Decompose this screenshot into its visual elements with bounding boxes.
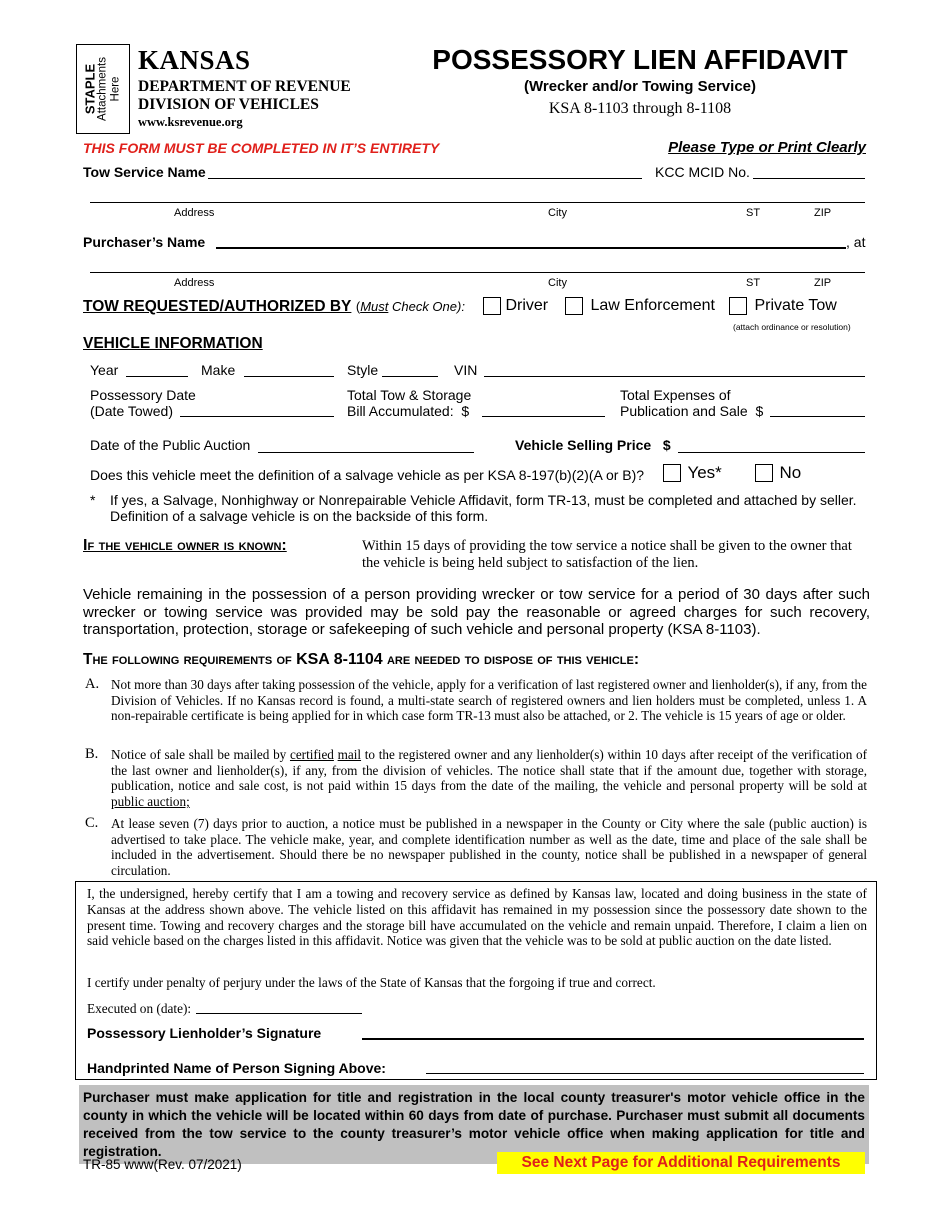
option-law-enforcement[interactable] xyxy=(565,297,715,315)
year-input[interactable] xyxy=(126,376,188,377)
option-private-tow[interactable] xyxy=(729,297,837,315)
driver-checkbox[interactable] xyxy=(483,297,501,315)
division-name: DIVISION OF VEHICLES xyxy=(138,96,319,113)
auction-date-input[interactable] xyxy=(258,452,474,453)
total-expenses-label: Total Expenses of Publication and Sale $ xyxy=(620,387,764,419)
private-tow-label: Private Tow xyxy=(754,297,837,314)
purchaser-at: , at xyxy=(846,234,866,250)
state-name: KANSAS xyxy=(138,45,251,75)
requirement-a: A. Not more than 30 days after taking possession of the vehicle, apply for a verification of last registered owner and lienholder(s), if any, from the Division of Vehicles. If no Kansas record is found, a multi-state search of registered owners and lien holders must be completed, unless 1. A non-repairable certificate is being applied for in which case form TR-13 must also be attached, or 2. The vehicle is 15 years of age or older. xyxy=(85,676,867,724)
selling-price-label: Vehicle Selling Price $ xyxy=(515,437,671,453)
type-print-notice: Please Type or Print Clearly xyxy=(668,139,866,156)
staple-sub: Attachments xyxy=(96,57,109,121)
requirement-b: B. Notice of sale shall be mailed by certified mail to the registered owner and any lienholder(s) within 10 days after receipt of the verification of the last owner and lienholder(s), if any, from the division of vehicles. The notice shall state that if the amount due, together with storage, publication, notice and sale cost, is not paid within 15 days from the date of the mailing, the vehicle and personal property will be sold at public auction; xyxy=(85,746,867,810)
staple-title: STAPLE xyxy=(82,63,98,115)
yes-checkbox[interactable] xyxy=(663,464,681,482)
department-name: DEPARTMENT OF REVENUE xyxy=(138,78,351,95)
private-tow-note: (attach ordinance or resolution) xyxy=(733,322,851,332)
kcc-input[interactable] xyxy=(753,178,865,179)
perjury-statement: I certify under penalty of perjury under the laws of the State of Kansas that the forgoing if true and correct. xyxy=(87,975,656,990)
style-input[interactable] xyxy=(382,376,438,377)
purchaser-address-input[interactable] xyxy=(90,272,865,273)
next-page-notice: See Next Page for Additional Requirements xyxy=(497,1152,865,1174)
purchaser-notice: Purchaser must make application for title and registration in the local county treasurer's motor vehicle office in the county in which the vehicle will be located within 60 days from date of purchase. Purchaser must submit all documents received from the tow service to the county treasurer’s motor vehicle office when making application for title and registration. xyxy=(79,1085,869,1164)
driver-label: Driver xyxy=(505,297,549,314)
must-complete-notice: THIS FORM MUST BE COMPLETED IN IT’S ENTIRETY xyxy=(83,140,440,156)
tow-service-label: Tow Service Name xyxy=(83,164,206,180)
total-expenses-input[interactable] xyxy=(770,416,865,417)
handprinted-input[interactable] xyxy=(426,1073,864,1074)
private-tow-checkbox[interactable] xyxy=(729,297,747,315)
vin-input[interactable] xyxy=(484,376,865,377)
total-tow-input[interactable] xyxy=(482,416,605,417)
purchaser-city-label: City xyxy=(548,277,567,289)
law-enforcement-label: Law Enforcement xyxy=(590,297,715,314)
tow-service-input[interactable] xyxy=(208,178,642,179)
purchaser-zip-label: ZIP xyxy=(814,277,832,289)
possession-paragraph: Vehicle remaining in the possession of a person providing wrecker or tow service for a period of 30 days after such wrecker or towing service was provided may be sold pay the reasonable or agreed charges for such recovery, transportation, protection, storage or safekeeping of such vehicle and personal property (KSA 8-1103). xyxy=(83,586,870,638)
signature-label: Possessory Lienholder’s Signature xyxy=(87,1025,322,1041)
signature-input[interactable] xyxy=(362,1038,864,1040)
tow-st-label: ST xyxy=(746,207,761,219)
no-label: No xyxy=(779,463,802,482)
form-title: POSSESSORY LIEN AFFIDAVIT xyxy=(432,44,848,75)
make-label: Make xyxy=(201,362,236,378)
option-driver[interactable] xyxy=(483,297,548,315)
total-tow-label: Total Tow & Storage Bill Accumulated: $ xyxy=(347,387,472,419)
vin-label: VIN xyxy=(454,362,478,378)
tow-address-label: Address xyxy=(174,207,215,219)
possessory-date-label: Possessory Date (Date Towed) xyxy=(90,387,196,419)
certification-paragraph: I, the undersigned, hereby certify that I am a towing and recovery service as defined by Kansas law, located and doing business in the state of Kansas at the address shown above. The vehicle listed on this affidavit has remained in my possession since the possessory date shown to the present time. Towing and recovery charges and the storage bill have accumulated on the vehicle and remain unpaid. Therefore, I claim a lien on said vehicle based on the charges listed in this affidavit. Notice was given that the vehicle was to be sold at public auction on the date listed. xyxy=(87,886,867,949)
salvage-footnote: If yes, a Salvage, Nonhighway or Nonrepairable Vehicle Affidavit, form TR-13, must be completed and attached by seller. Definition of a salvage vehicle is on the backside of this form. xyxy=(110,492,857,524)
website: www.ksrevenue.org xyxy=(138,115,243,129)
executed-label: Executed on (date): xyxy=(87,1001,192,1016)
kcc-label: KCC MCID No. xyxy=(655,164,750,180)
purchaser-st-label: ST xyxy=(746,277,761,289)
requirement-c: C. At lease seven (7) days prior to auction, a notice must be published in a newspaper in the County or City where the sale (public auction) is advertised to take place. The vehicle make, year, and complete identification number as well as the date, time and place of the sale shall be included in the advertisement. Should there be no newspaper published in the county, notice shall be published in a newspaper of general circulation. xyxy=(85,815,867,879)
requirements-heading: The following requirements of KSA 8-1104 are needed to dispose of this vehicle: xyxy=(83,651,640,668)
handprinted-label: Handprinted Name of Person Signing Above: xyxy=(87,1060,386,1076)
option-no[interactable] xyxy=(755,463,801,483)
vehicle-info-heading: VEHICLE INFORMATION xyxy=(83,335,263,352)
form-subtitle: (Wrecker and/or Towing Service) xyxy=(523,78,756,95)
possessory-date-input[interactable] xyxy=(180,416,334,417)
no-checkbox[interactable] xyxy=(755,464,773,482)
purchaser-input[interactable] xyxy=(216,247,846,249)
staple-box xyxy=(76,44,130,134)
footnote-star: * xyxy=(90,492,96,508)
staple-sub2: Here xyxy=(109,76,122,102)
make-input[interactable] xyxy=(244,376,334,377)
tow-requested-label: TOW REQUESTED/AUTHORIZED BY (Must Check One): xyxy=(83,298,465,315)
tow-address-input[interactable] xyxy=(90,202,865,203)
auction-date-label: Date of the Public Auction xyxy=(90,437,251,453)
salvage-question: Does this vehicle meet the definition of a salvage vehicle as per KSA 8-197(b)(2)(A or B)? xyxy=(90,467,645,483)
owner-known-heading: If the vehicle owner is known: xyxy=(83,537,287,554)
tow-city-label: City xyxy=(548,207,567,219)
yes-label: Yes* xyxy=(687,463,722,482)
executed-date-input[interactable] xyxy=(196,1013,362,1014)
purchaser-address-label: Address xyxy=(174,277,215,289)
selling-price-input[interactable] xyxy=(678,452,865,453)
form-id: TR-85 www(Rev. 07/2021) xyxy=(83,1157,242,1172)
purchaser-label: Purchaser’s Name xyxy=(83,234,206,250)
year-label: Year xyxy=(90,362,119,378)
style-label: Style xyxy=(347,362,379,378)
owner-known-text: Within 15 days of providing the tow service a notice shall be given to the owner that the vehicle is being held subject to satisfaction of the lien. xyxy=(362,538,852,571)
statute-reference: KSA 8-1103 through 8-1108 xyxy=(548,100,732,117)
option-yes[interactable] xyxy=(663,463,722,483)
law-enforcement-checkbox[interactable] xyxy=(565,297,583,315)
tow-zip-label: ZIP xyxy=(814,207,832,219)
